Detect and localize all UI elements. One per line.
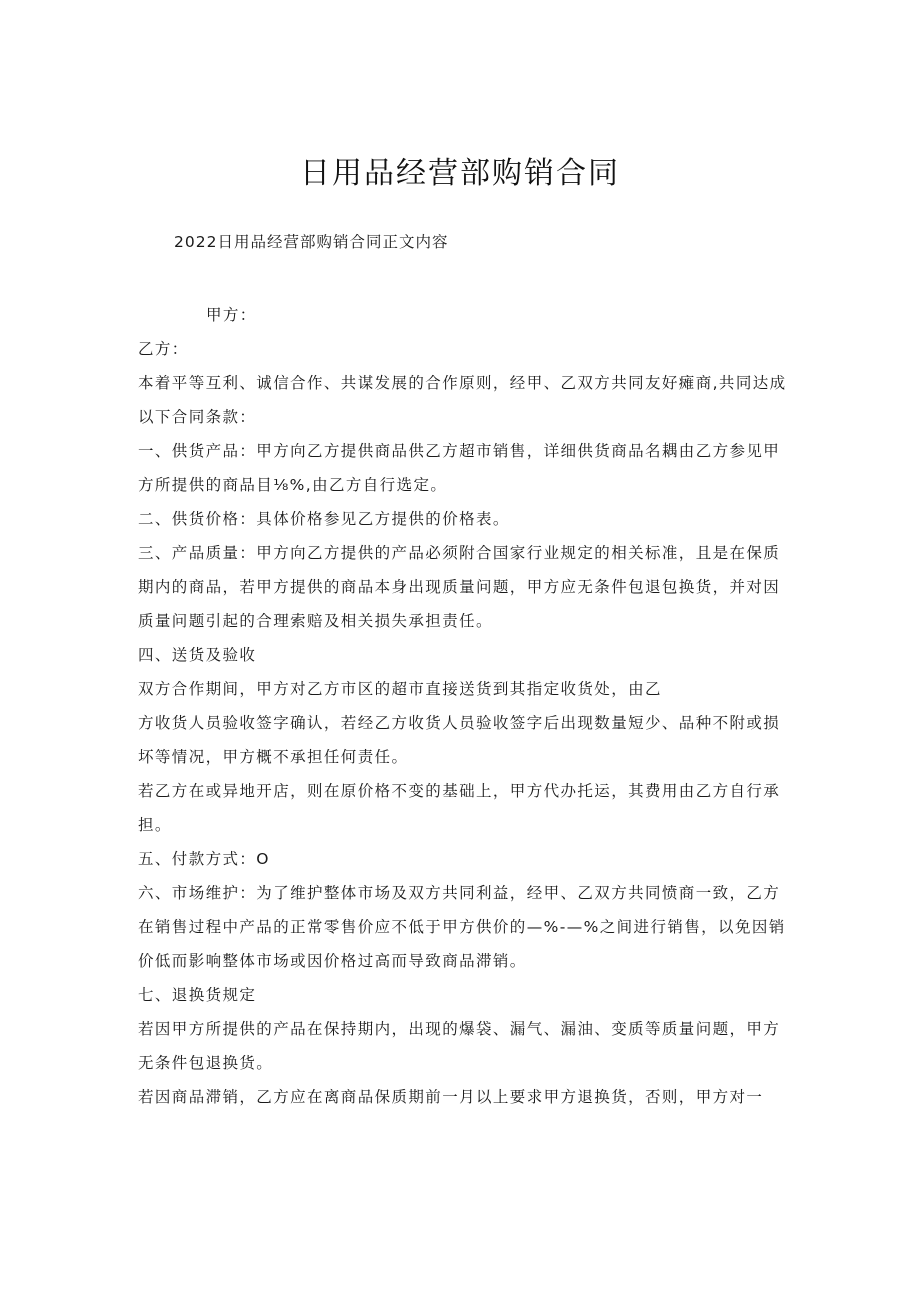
paragraph: 二、供货价格：具体价格参见乙方提供的价格表。 xyxy=(138,510,510,528)
party-b-line: 乙方： xyxy=(138,340,189,358)
paragraph: 若因商品滞销，乙方应在离商品保质期前一月以上要求甲方退换货，否则，甲方对一 xyxy=(138,1088,764,1106)
party-a-line: 甲方： xyxy=(206,306,257,324)
section-heading: 四、送货及验收 xyxy=(138,646,257,664)
paragraph: 本着平等互利、诚信合作、共谋发展的合作原则，经甲、乙双方共同友好瘫商,共同达成以下合同条款： xyxy=(138,374,787,426)
section-heading: 七、退换货规定 xyxy=(138,986,257,1004)
document-subtitle: 2022日用品经营部购销合同正文内容 xyxy=(174,233,449,251)
paragraph: 若因甲方所提供的产品在保持期内，出现的爆袋、漏气、漏油、变质等质量问题，甲方无条件包退换货。 xyxy=(138,1020,781,1072)
paragraph: 一、供货产品：甲方向乙方提供商品供乙方超市销售，详细供货商品名耦由乙方参见甲方所提供的商品目⅛%,由乙方自行选定。 xyxy=(138,442,781,494)
paragraph: 方收货人员验收签字确认，若经乙方收货人员验收签字后出现数量短少、品种不附或损坏等情况，甲方概不承担任何责任。 xyxy=(138,714,781,766)
section-heading: 五、付款方式：O xyxy=(138,850,270,868)
document-body xyxy=(138,284,788,1114)
paragraph: 六、市场维护：为了维护整体市场及双方共同利益，经甲、乙双方共同愤商一致，乙方在销售过程中产品的正常零售价应不低于甲方供价的—%-—%之间进行销售，以免因销价低而影响整体市场或因价格过高而导致商品滞销。 xyxy=(138,884,786,970)
document-title: 日用品经营部购销合同 xyxy=(300,156,620,191)
paragraph: 双方合作期间，甲方对乙方市区的超市直接送货到其指定收货处，由乙 xyxy=(138,680,662,698)
paragraph: 若乙方在或异地开店，则在原价格不变的基础上，甲方代办托运，其费用由乙方自行承担。 xyxy=(138,782,781,834)
paragraph: 三、产品质量：甲方向乙方提供的产品必须附合国家行业规定的相关标准，且是在保质期内的商品，若甲方提供的商品本身出现质量问题，甲方应无条件包退包换货，并对因质量问题引起的合理索赔及相关损失承担责任。 xyxy=(138,544,781,630)
